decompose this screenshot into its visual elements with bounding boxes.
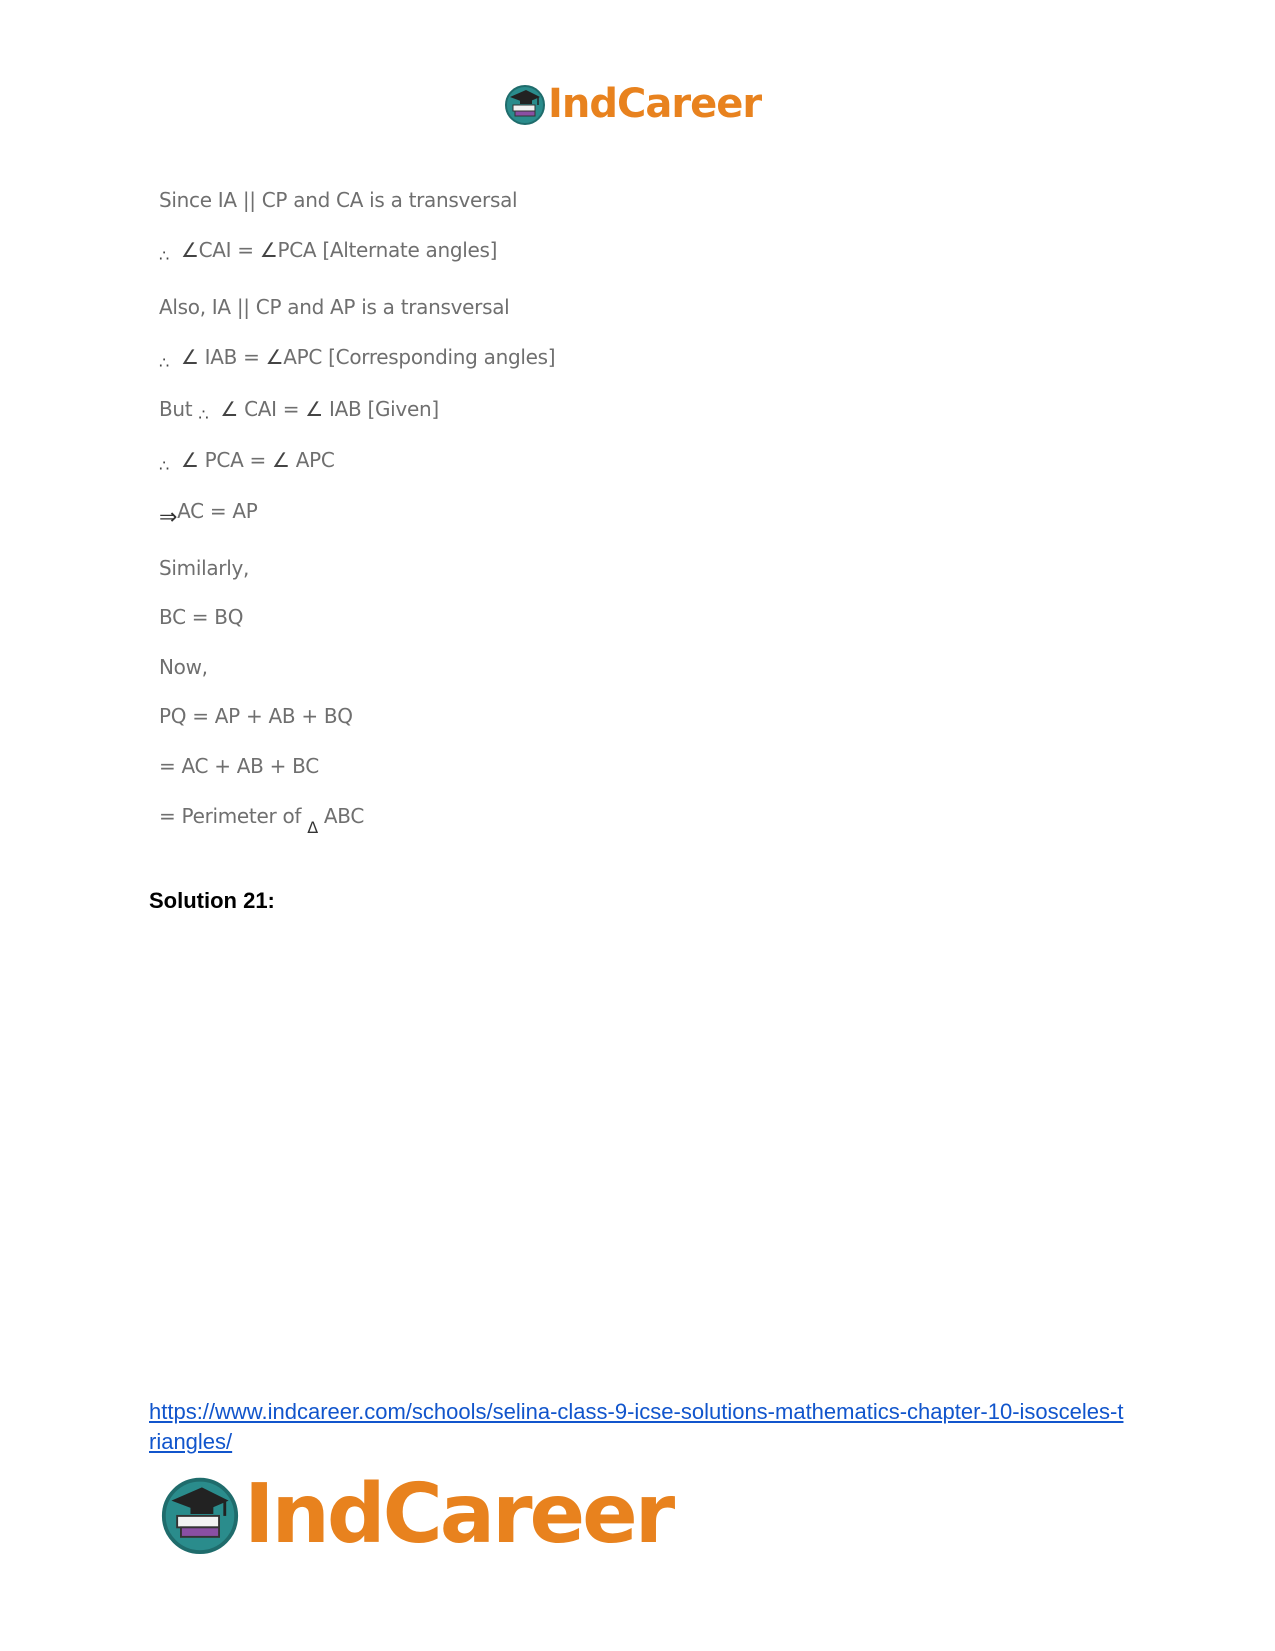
proof-line-4 xyxy=(159,345,555,372)
proof-text: IAB [Given] xyxy=(329,397,439,421)
proof-text: PCA = xyxy=(204,448,266,472)
proof-text: Also, IA || CP and AP is a transversal xyxy=(159,295,510,319)
proof-line-8 xyxy=(159,556,249,580)
proof-text: IAB = xyxy=(204,345,260,369)
proof-text: ABC xyxy=(323,804,365,828)
therefore-symbol: ∴ xyxy=(159,456,169,475)
proof-line-7 xyxy=(159,499,258,530)
proof-line-11 xyxy=(159,704,353,728)
angle-symbol: ∠ xyxy=(272,448,290,472)
proof-text: = Perimeter of xyxy=(159,804,302,828)
graduation-book-icon xyxy=(160,1474,240,1554)
proof-text: Now, xyxy=(159,655,208,679)
proof-line-9 xyxy=(159,605,243,629)
therefore-symbol: ∴ xyxy=(159,353,169,372)
angle-symbol: ∠ xyxy=(305,397,323,421)
header-logo xyxy=(504,80,761,128)
graduation-book-icon xyxy=(504,83,546,125)
implies-arrow-icon: ⇒ xyxy=(159,505,178,530)
solution-heading: Solution 21: xyxy=(149,888,275,913)
proof-line-3 xyxy=(159,295,509,319)
proof-text: Since IA || CP and CA is a transversal xyxy=(159,188,518,212)
triangle-symbol: Δ xyxy=(307,818,318,837)
angle-symbol: ∠ xyxy=(259,238,278,262)
proof-text: APC xyxy=(295,448,335,472)
angle-symbol: ∠ xyxy=(265,345,284,369)
proof-line-5 xyxy=(159,397,439,424)
proof-line-12 xyxy=(159,754,319,778)
proof-line-1 xyxy=(159,188,517,212)
therefore-symbol: ∴ xyxy=(198,405,209,424)
therefore-symbol: ∴ xyxy=(159,246,169,265)
proof-text: Similarly, xyxy=(159,556,250,580)
proof-text: AC = AP xyxy=(177,499,258,523)
proof-text: But xyxy=(159,397,193,421)
proof-line-2 xyxy=(159,238,497,265)
proof-text: PCA [Alternate angles] xyxy=(277,238,498,262)
footer-logo xyxy=(160,1468,672,1560)
proof-text: = AC + AB + BC xyxy=(159,754,319,778)
angle-symbol: ∠ xyxy=(180,238,199,262)
header-logo-text: IndCareer xyxy=(548,81,762,127)
proof-text: APC [Corresponding angles] xyxy=(283,345,556,369)
proof-text: PQ = AP + AB + BQ xyxy=(159,704,353,728)
angle-symbol: ∠ xyxy=(220,397,238,421)
angle-symbol: ∠ xyxy=(180,345,199,369)
footer-logo-text: IndCareer xyxy=(244,1466,673,1562)
proof-line-10 xyxy=(159,655,208,679)
proof-text: CAI = xyxy=(198,238,254,262)
proof-text: BC = BQ xyxy=(159,605,244,629)
angle-symbol: ∠ xyxy=(180,448,199,472)
source-link[interactable]: https://www.indcareer.com/schools/selina-class-9-icse-solutions-mathematics-chapter-10-isosceles-triangles/ xyxy=(149,1399,1124,1454)
proof-text: CAI = xyxy=(244,397,300,421)
proof-line-6 xyxy=(159,448,335,475)
proof-line-13 xyxy=(159,804,364,837)
